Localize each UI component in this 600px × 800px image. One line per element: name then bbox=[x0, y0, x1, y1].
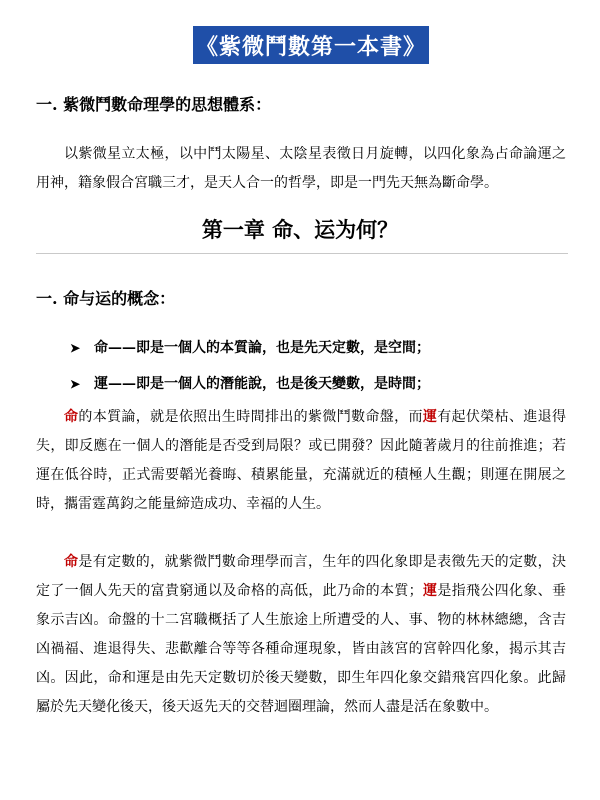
highlight-ming: 命 bbox=[64, 554, 79, 570]
bullet-item-yun bbox=[70, 373, 430, 393]
highlight-ming: 命 bbox=[64, 409, 79, 425]
section-heading-concept: 一. 命与运的概念： bbox=[36, 289, 176, 308]
paragraph-ming-fixed: 命是有定數的，就紫微鬥數命理學而言，生年的四化象即是表徵先天的定數，決定了一個人先天的富貴窮通以及命格的高低，此乃命的本質；運是指飛公四化象、垂象示吉凶。命盤的十二宮職概括了人生旅途上所遭受的人、事、物的林林總總，含吉凶禍福、進退得失、悲歡離合等等各種命運現象，皆由該宮的宮幹四化象，揭示其吉凶。因此，命和運是由先天定數切於後天變數，即生年四化象交錯飛宮四化象。此歸屬於先天變化後天，後天返先天的交替迴圈理論，然而人盡是活在象數中。 bbox=[36, 554, 567, 715]
chapter-title: 第一章 命、运为何？ bbox=[201, 217, 399, 242]
arrow-bullet-icon: ➤ bbox=[70, 377, 81, 391]
bullet-item-ming bbox=[70, 337, 430, 357]
chapter-divider bbox=[36, 253, 568, 254]
paragraph-thought-system: 以紫微星立太極，以中鬥太陽星、太陰星表徵日月旋轉，以四化象為占命論運之用神，籍象假合宮職三才，是天人合一的哲學，即是一門先天無為斷命學。 bbox=[36, 146, 566, 191]
book-title-banner: 《紫微鬥數第一本書》 bbox=[193, 26, 429, 64]
section-heading-thought-system: 一. 紫微鬥數命理學的思想體系： bbox=[36, 95, 272, 114]
highlight-yun: 運 bbox=[422, 409, 438, 425]
paragraph-ming-essence: 命的本質論，就是依照出生時間排出的紫微鬥數命盤，而運有起伏榮枯、進退得失，即反應在一個人的潛能是否受到局限？或已開發？因此隨著歲月的往前推進；若運在低谷時，正式需要韜光養晦、積累能量，充滿就近的積極人生觀；則運在開展之時，攜雷霆萬鈞之能量締造成功、幸福的人生。 bbox=[36, 409, 567, 512]
highlight-yun: 運 bbox=[422, 583, 438, 599]
bullet-text: 運——即是一個人的潛能說，也是後天變數，是時間； bbox=[94, 376, 430, 392]
bullet-text: 命——即是一個人的本質論，也是先天定數，是空間； bbox=[94, 340, 430, 356]
arrow-bullet-icon: ➤ bbox=[70, 341, 81, 355]
